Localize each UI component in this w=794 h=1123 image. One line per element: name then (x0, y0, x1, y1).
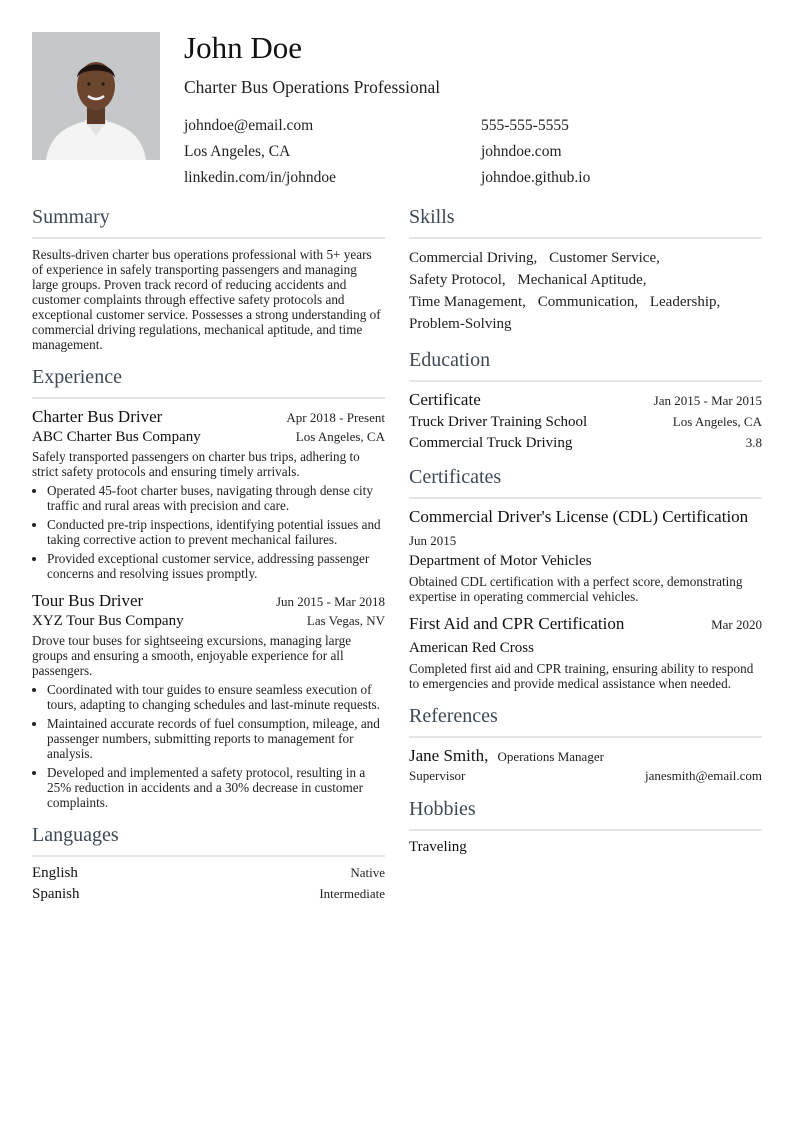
job-summary: Drove tour buses for sightseeing excursions, managing large groups and ensuring a smooth, enjoyable experience for all passengers. (32, 633, 352, 678)
skill-item: Customer Service, (549, 250, 660, 266)
job-bullet: • Operated 45-foot charter buses, navigating through dense city traffic and rural areas with precision and care. (47, 483, 385, 513)
job-entry (32, 407, 385, 581)
skill-item: Time Management, (409, 294, 526, 310)
left-column (32, 206, 385, 917)
education-field: Commercial Truck Driving (409, 435, 573, 451)
right-column (409, 206, 762, 870)
contact-right (481, 113, 590, 191)
job-dates: Apr 2018 - Present (286, 410, 385, 425)
skill-item: Safety Protocol, (409, 272, 506, 288)
references-section (409, 705, 762, 784)
certificate-description: Completed first aid and CPR training, ensuring ability to respond to emergencies and provide medical assistance when needed. (409, 661, 754, 691)
languages-section (32, 824, 385, 903)
skill-item: Mechanical Aptitude, (517, 272, 647, 288)
skill-item: Communication, (537, 294, 639, 310)
experience-heading: Experience (32, 366, 385, 399)
language-level: Intermediate (319, 886, 385, 901)
reference-role: Operations Manager (497, 749, 604, 764)
certificate-title: First Aid and CPR Certification (409, 614, 625, 633)
languages-heading: Languages (32, 824, 385, 857)
reference-name: Jane Smith, (409, 746, 489, 765)
job-title: Tour Bus Driver (32, 591, 144, 610)
email-link[interactable]: johndoe@email.com (184, 117, 314, 134)
reference-relation: Supervisor (409, 768, 466, 783)
job-bullet: • Maintained accurate records of fuel consumption, mileage, and passenger numbers, submitting reports to management for analysis. (47, 716, 385, 761)
certificate-description: Obtained CDL certification with a perfect score, demonstrating expertise in operating commercial vehicles. (409, 574, 743, 604)
skills-list (409, 247, 762, 335)
references-heading: References (409, 705, 762, 738)
certificates-section (409, 466, 762, 691)
contact-left (184, 113, 336, 191)
certificate-entry (409, 614, 762, 691)
language-name: Spanish (32, 886, 80, 902)
certificate-entry (409, 507, 762, 604)
candidate-title: Charter Bus Operations Professional (184, 77, 441, 97)
job-bullet: • Conducted pre-trip inspections, identifying potential issues and taking corrective action to prevent mechanical failures. (47, 517, 385, 547)
hobby-item: Traveling (409, 839, 467, 855)
job-summary: Safely transported passengers on charter bus trips, adhering to strict safety protocols and ensuring timely arrivals. (32, 449, 360, 479)
education-degree: Certificate (409, 390, 481, 409)
job-bullet: • Coordinated with tour guides to ensure seamless execution of tours, adapting to changing schedules and last-minute requests. (47, 682, 385, 712)
education-school: Truck Driver Training School (409, 414, 588, 430)
skill-item: Commercial Driving, (409, 250, 538, 266)
certificate-title: Commercial Driver's License (CDL) Certification (409, 507, 749, 526)
job-bullets (32, 483, 385, 581)
profile-photo (32, 32, 160, 160)
candidate-name: John Doe (184, 30, 302, 65)
job-bullet: • Provided exceptional customer service, addressing passenger concerns and resolving issues promptly. (47, 551, 385, 581)
job-location: Los Angeles, CA (295, 429, 385, 444)
phone-text: 555-555-5555 (481, 117, 569, 134)
education-dates: Jan 2015 - Mar 2015 (653, 393, 762, 408)
job-company: ABC Charter Bus Company (32, 429, 201, 445)
reference-email[interactable]: janesmith@email.com (644, 768, 762, 783)
job-location: Las Vegas, NV (306, 613, 385, 628)
hobbies-heading: Hobbies (409, 798, 762, 831)
job-dates: Jun 2015 - Mar 2018 (275, 594, 385, 609)
certificate-issuer: Department of Motor Vehicles (409, 553, 592, 569)
certificates-heading: Certificates (409, 466, 762, 499)
language-name: English (32, 865, 78, 881)
certificate-date: Mar 2020 (711, 617, 762, 632)
skill-item: Leadership, (649, 294, 721, 310)
hobbies-section (409, 798, 762, 856)
certificate-date: Jun 2015 (409, 533, 457, 548)
education-location: Los Angeles, CA (672, 414, 762, 429)
summary-text: Results-driven charter bus operations professional with 5+ years of experience in safely transporting passengers and managing large groups. Proven track record of reducing accidents and customer complaints through effective safety protocols and exceptional customer service. Possesses a strong understanding of commercial driving regulations, mechanical aptitude, and time management. (32, 247, 381, 352)
skill-item: Problem-Solving (409, 316, 512, 332)
language-row (32, 886, 385, 903)
job-entry (32, 591, 385, 810)
linkedin-link[interactable]: linkedin.com/in/johndoe (184, 169, 336, 186)
job-company: XYZ Tour Bus Company (32, 613, 184, 629)
skills-heading: Skills (409, 206, 762, 239)
certificate-issuer: American Red Cross (409, 640, 534, 656)
github-link[interactable]: johndoe.github.io (481, 169, 591, 186)
language-level: Native (350, 865, 385, 880)
website-link[interactable]: johndoe.com (481, 143, 562, 160)
language-row (32, 865, 385, 882)
experience-section (32, 366, 385, 810)
job-bullet: • Developed and implemented a safety protocol, resulting in a 25% reduction in accidents and a 30% decrease in customer complaints. (47, 765, 385, 810)
education-heading: Education (409, 349, 762, 382)
education-gpa: 3.8 (745, 435, 762, 450)
profile-photo-image (32, 32, 160, 160)
job-title: Charter Bus Driver (32, 407, 163, 426)
summary-heading: Summary (32, 206, 385, 239)
location-text: Los Angeles, CA (184, 143, 291, 160)
job-bullets (32, 682, 385, 810)
summary-section (32, 206, 385, 352)
skills-section (409, 206, 762, 335)
education-section (409, 349, 762, 452)
